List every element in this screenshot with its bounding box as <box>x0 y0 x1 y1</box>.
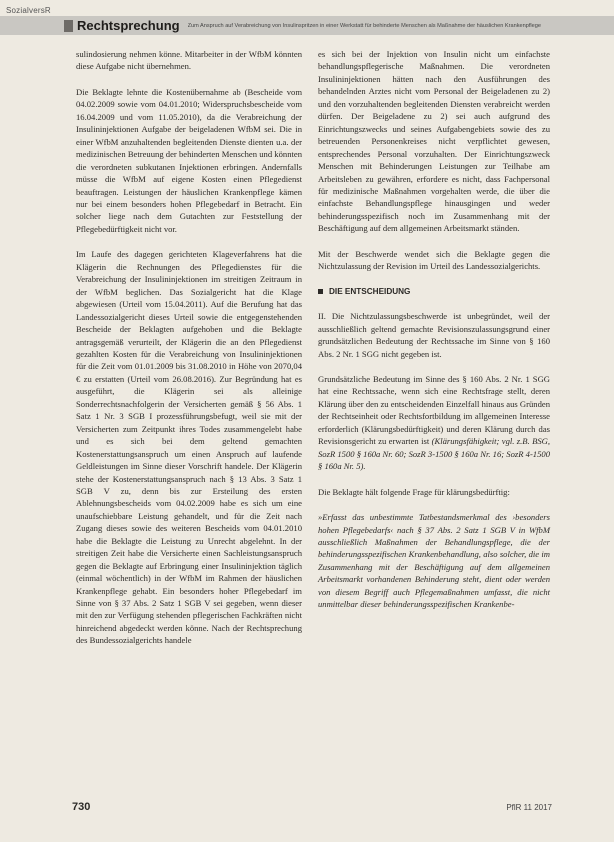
section-header <box>0 16 614 35</box>
journal-label: SozialversR <box>6 6 51 15</box>
subheading <box>318 286 550 298</box>
paragraph: II. Die Nichtzulassungsbeschwerde ist unbegründet, weil der ausschließlich geltend gemachte Revisionszulassungsgrund einer grundsätzlichen Bedeutung der Rechtssache im Sinne von § 160 Abs. 2 Nr. 1 SGG nicht gegeben ist. <box>318 311 550 359</box>
subheading-text: DIE ENTSCHEIDUNG <box>329 286 411 296</box>
square-bullet-icon <box>318 289 323 294</box>
citation: (Klärungsfähigkeit; vgl. z.B. BSG, SozR 1500 § 160a Nr. 60; SozR 3-1500 § 160a Nr. 16; SozR 4-1500 § 160a Nr. 5). <box>318 436 550 472</box>
paragraph: Im Laufe des dagegen gerichteten Klageverfahrens hat die Klägerin die Rechnungen des Pflegedienstes für die Verabreichung der Insulininjektionen im streitigen Zeitraum in der WfbM beglichen. Das Sozialgericht hat die Klage abgewiesen (Urteil vom 15.04.2011). Auf die Berufung hat das Landessozialgericht dieses Urteil sowie die entgegenstehenden Bescheide der Beklagten aufgehoben und die Beklagte antragsgemäß verurteilt, der Klägerin die an den Pflegedienst gezahlten Kosten für die Verabreichung von Insulininjektionen für die Zeit vom 01.01.2009 bis 31.08.2010 in Höhe von 2070,04 € zu erstatten (Urteil vom 26.08.2016). Zur Begründung hat es ausgeführt, die Klägerin sei als alleinige Sonderrechtsnachfolgerin der Versicherten gemäß § 56 Abs. 1 Satz 1 Nr. 3 SGB I prozessführungsbefugt, weil sie mit der Versicherten zum Zeitpunkt ihres Todes zusammengelebt habe und es sich bei dem geltend gemachten Kostenerstattungsanspruch um einen Anspruch auf laufende Geldleistungen im Sinne dieser Vorschrift handele. Der Klägerin stehe der Kostenerstattungsanspruch nach § 13 Abs. 3 Satz 1 SGB V zu, denn bis zur Ersteilung des ersten Ablehnungsbescheids vom 04.02.2009 habe es sich um eine unaufschiebbare Leistung gehandelt, und für die Zeit nach Zugang dieses sowie des weiteren Bescheids vom 04.01.2010 habe die Beklagte die Leistung zu Unrecht abgelehnt. In der streitigen Zeit habe die Versicherte einen Sachleistungsanspruch gegen die Beklagte auf Erbringung einer Insulininjektion täglich (einmal wöchentlich) in der WfbM im Rahmen der häuslichen Krankenpflege gehabt. Ein besonders hoher Pflegebedarf im Sinne von § 37 Abs. 2 Satz 1 SGB V sei gegeben, wenn dieser mit den zur Verfügung stehenden pflegerischen Fachkräften nicht hinreichend abgedeckt werden könne. Nach der Rechtsprechung des Bundessozialgerichts handele <box>76 249 302 646</box>
paragraph: Die Beklagte lehnte die Kostenübernahme ab (Bescheide vom 04.02.2009 sowie vom 04.01.2010; Widerspruchsbescheide vom 16.04.2009 und vom 11.05.2010), da die Verabreichung der Insulininjektionen Aufgabe der beigeladenen WfbM sei. Die in einer WfbM anzuhaltenden begleitenden Dienste dienten u.a. der medizinischen Betreuung der behinderten Menschen und könnten die verordneten subkutanen Injektionen erbringen. Andernfalls müsse die WfbM auf eigene Kosten einen Pflegedienst beauftragen. Leistungen der häuslichen Krankenpflege kämen nur bei einem besonders hohen Pflegebedarf in Betracht. Ein solcher liege nach dem Gutachten zur Feststellung der Pflegebedürftigkeit nicht vor. <box>76 86 302 234</box>
issue-label: PflR 11 2017 <box>506 803 552 812</box>
running-head: Zum Anspruch auf Verabreichung von Insulinspritzen in einer Werkstatt für behinderte Menschen als Maßnahme der häuslichen Krankenpflege <box>187 22 542 29</box>
paragraph: Die Beklagte hält folgende Frage für klärungsbedürftig: <box>318 486 510 497</box>
page-number: 730 <box>72 801 91 813</box>
paragraph: Mit der Beschwerde wendet sich die Beklagte gegen die Nichtzulassung der Revision im Urteil des Landessozialgerichts. <box>318 248 550 272</box>
section-title: Rechtsprechung <box>77 18 180 33</box>
paragraph-text: Grundsätzliche Bedeutung im Sinne des § 160 Abs. 2 Nr. 1 SGG hat eine Rechtssache, wenn sich eine Rechtsfrage stellt, deren Klärung über den zu entscheidenden Einzelfall hinaus aus Gründen der Rechtseinheit oder Rechtsfortbildung im allgemeinen Interesse erforderlich (Klärungsbedürftigkeit) und deren Klärung durch das Revisionsgericht zu erwarten ist <box>318 373 550 447</box>
right-column <box>318 48 550 624</box>
paragraph: sulindosierung nehmen könne. Mitarbeiter in der WfbM könnten diese Aufgabe nicht übernehmen. <box>76 49 302 72</box>
section-marker <box>64 20 73 32</box>
quoted-question: »Erfasst das unbestimmte Tatbestandsmerkmal des ›besonders hohen Pflegebedarfs‹ nach § 37 Abs. 2 Satz 1 SGB V in WfbM ausschließlich Maßnahmen der Behandlungspflege, die der behinderungsspezifischen Krankenbehandlung, also solcher, die im Zusammenhang mit der Beschäftigung auf dem allgemeinen Arbeitsmarkt vorhandenen Behinderung steht, dient oder werden von diesem Begriff auch Pflegemaßnahmen umfasst, die nicht unmittelbar dieser behinderungsspezifischen Krankenbe- <box>318 512 550 610</box>
paragraph <box>318 373 550 473</box>
paragraph: es sich bei der Injektion von Insulin nicht um einfachste behandlungspflegerische Maßnahmen. Die verordneten Insulininjektionen hätten nach den Ausführungen des behandelnden Arztes nicht vom Personal der Beigeladenen zu 2) und den vorzuhaltenden begleitenden Diensten verabreicht werden dürfen. Der Beigeladene zu 2) sei auch aufgrund des Einrichtungszwecks und seines Aufgabengebiets sowie des zu betreuenden Personenkreises nicht verpflichtet gewesen, entsprechendes Personal vorzuhalten. Der Einrichtungszweck Menschen mit Behinderungen Leistungen zur Teilhabe am Arbeitsleben zu gewähren, erfordere es nicht, dass Fachpersonal für medizinische Maßnahmen vorgehalten werde, die über die einfachste Behandlungspflege hinausgingen und weder behinderungsspezifisch noch im Zusammenhang mit der Beschäftigung auf dem allgemeinen Arbeitsmarkt ständen. <box>318 49 550 234</box>
left-column <box>76 48 302 660</box>
